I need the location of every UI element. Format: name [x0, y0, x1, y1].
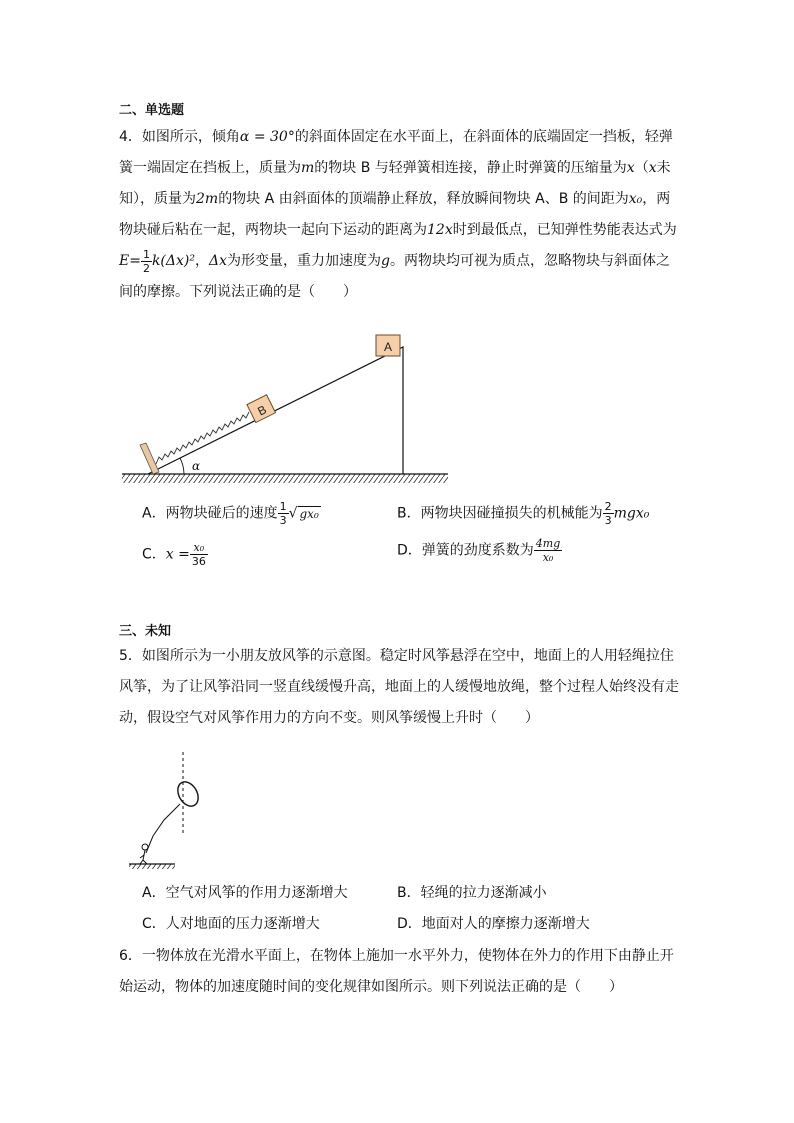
- q5-option-a[interactable]: A．空气对风筝的作用力逐渐增大: [142, 885, 348, 901]
- question-6-stem: 6．一物体放在光滑水平面上，在物体上施加一水平外力，使物体在外力的作用下由静止开始运动，物体的加速度随时间的变化规律如图所示。则下列说法正确的是（ ）: [119, 948, 674, 995]
- incline-surface: [148, 347, 403, 474]
- ground-hatching: [122, 474, 448, 483]
- q5-option-d[interactable]: D．地面对人的摩擦力逐渐增大: [397, 916, 590, 932]
- question-5-stem: 5．如图所示为一小朋友放风筝的示意图。稳定时风筝悬浮在空中，地面上的人用轻绳拉住风筝，为了让风筝沿同一竖直线缓慢升高，地面上的人缓慢地放绳，整个过程人始终没有走动，假设空气对风筝作用力的方向不变。则风筝缓慢上升时（ ）: [119, 648, 679, 726]
- q4-option-c[interactable]: C．x = $\frac{\text{x₀}}{36}$: [142, 541, 206, 568]
- person-icon: [140, 844, 148, 864]
- sqrt-symbol: √: [288, 505, 298, 522]
- stopper-plate: [140, 443, 159, 474]
- kite-string: [146, 804, 180, 853]
- block-b-label: B: [255, 402, 269, 419]
- q5-option-c[interactable]: C．人对地面的压力逐渐增大: [142, 916, 320, 932]
- kite: [174, 778, 203, 810]
- question-4-stem: 4．如图所示，倾角α = 30°的斜面体固定在水平面上，在斜面体的底端固定一挡板，轻弹簧一端固定在挡板上，质量为m的物块 B 与轻弹簧相连接，静止时弹簧的压缩量为x（x未知），质量为2m的物块 A 由斜面体的顶端静止释放，释放瞬间物块 A、B 的间距为x₀，两物块碰后粘在一起，两物块一起向下运动的距离为12x时到最低点，已知弹性势能表达式为E= $\frac{1}{2}$ k(Δx)²，Δx为形变量，重力加速度为g。两物块均可视为质点，忽略物块与斜面体之间的摩擦。下列说法正确的是（ ）: [119, 129, 677, 300]
- kite-figure: [126, 752, 212, 870]
- q4-option-b[interactable]: B．两物块因碰撞损失的机械能为 $\frac{2}{3}$ mgx₀: [397, 500, 650, 527]
- section-heading-unknown: 三、未知: [119, 624, 172, 639]
- ground-hatching: [129, 864, 175, 869]
- block-a-label: A: [383, 340, 393, 354]
- section-heading-single-choice: 二、单选题: [119, 103, 185, 118]
- energy-formula-rhs: k(Δx)²: [151, 253, 195, 269]
- q4-option-a[interactable]: A．两物块碰后的速度 $\frac{1}{3}$ √ gx₀: [142, 500, 319, 527]
- angle-alpha-label: α: [192, 459, 201, 473]
- q5-option-b[interactable]: B．轻绳的拉力逐渐减小: [397, 885, 547, 901]
- q4-option-d[interactable]: D．弹簧的劲度系数为 $\frac{4mg}{\text{x₀}}$: [397, 537, 561, 564]
- energy-formula-lhs: E=: [119, 253, 141, 269]
- angle-arc: [180, 458, 184, 474]
- incline-spring-figure: [118, 330, 458, 492]
- energy-formula-fraction: $\frac{1}{2}$: [142, 247, 150, 275]
- spring: [156, 412, 249, 464]
